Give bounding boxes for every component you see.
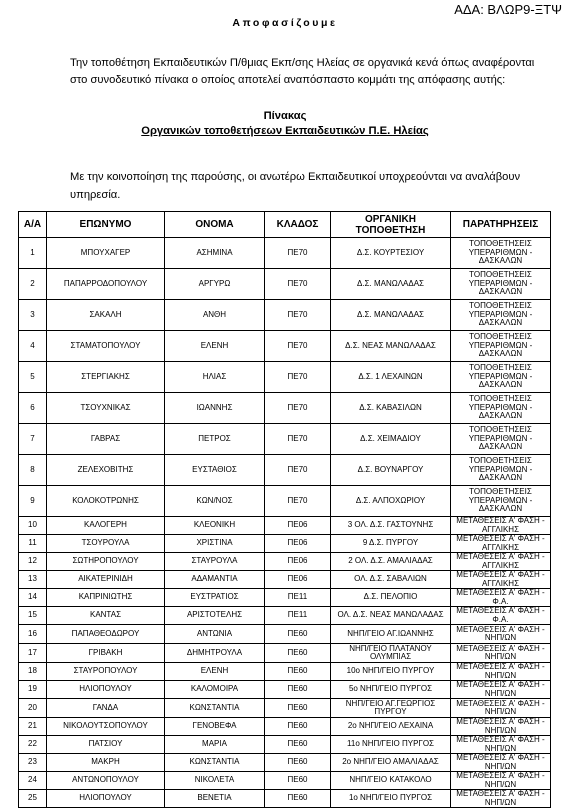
table-row: [19, 607, 551, 625]
table-row: [19, 269, 551, 300]
cell-aa: 18: [19, 663, 47, 681]
table-row: [19, 644, 551, 663]
cell-name: ΗΛΙΑΣ: [165, 362, 265, 393]
cell-surname: ΠΑΤΣΙΟΥ: [47, 736, 165, 754]
cell-remarks: ΜΕΤΑΘΕΣΕΙΣ Α' ΦΑΣΗ - ΑΓΓΛΙΚΗΣ: [451, 553, 551, 571]
cell-remarks: ΤΟΠΟΘΕΤΗΣΕΙΣ ΥΠΕΡΑΡΙΘΜΩΝ - ΔΑΣΚΑΛΩΝ: [451, 269, 551, 300]
cell-branch: ΠΕ11: [265, 607, 331, 625]
table-row: [19, 517, 551, 535]
cell-aa: 11: [19, 535, 47, 553]
header-name: ΟΝΟΜΑ: [165, 212, 265, 238]
cell-branch: ΠΕ70: [265, 424, 331, 455]
cell-aa: 16: [19, 625, 47, 644]
cell-surname: ΑΙΚΑΤΕΡΙΝΙΔΗ: [47, 571, 165, 589]
cell-branch: ΠΕ60: [265, 790, 331, 808]
cell-surname: ΚΟΛΟΚΟΤΡΩΝΗΣ: [47, 486, 165, 517]
cell-placement: Δ.Σ. ΜΑΝΩΛΑΔΑΣ: [331, 300, 451, 331]
table-header-row: [19, 212, 551, 238]
cell-aa: 21: [19, 718, 47, 736]
notice-line-2: υπηρεσία.: [70, 189, 121, 201]
cell-surname: ΓΡΙΒΑΚΗ: [47, 644, 165, 663]
cell-branch: ΠΕ60: [265, 644, 331, 663]
header-branch: ΚΛΑΔΟΣ: [265, 212, 331, 238]
cell-placement: Δ.Σ. ΧΕΙΜΑΔΙΟΥ: [331, 424, 451, 455]
cell-surname: ΑΝΤΩΝΟΠΟΥΛΟΥ: [47, 772, 165, 790]
cell-branch: ΠΕ60: [265, 718, 331, 736]
header-surname: ΕΠΩΝΥΜΟ: [47, 212, 165, 238]
cell-name: ΑΝΘΗ: [165, 300, 265, 331]
cell-name: ΠΕΤΡΟΣ: [165, 424, 265, 455]
cell-name: ΜΑΡΙΑ: [165, 736, 265, 754]
cell-surname: ΜΑΚΡΗ: [47, 754, 165, 772]
cell-aa: 2: [19, 269, 47, 300]
table-row: [19, 486, 551, 517]
cell-placement: 10ο ΝΗΠ/ΓΕΙΟ ΠΥΡΓΟΥ: [331, 663, 451, 681]
cell-name: ΕΥΣΤΡΑΤΙΟΣ: [165, 589, 265, 607]
cell-remarks: ΜΕΤΑΘΕΣΕΙΣ Α' ΦΑΣΗ - ΝΗΠ/ΩΝ: [451, 736, 551, 754]
cell-placement: Δ.Σ. ΚΑΒΑΣΙΛΩΝ: [331, 393, 451, 424]
cell-name: ΚΩΝΣΤΑΝΤΙΑ: [165, 754, 265, 772]
table-row: [19, 736, 551, 754]
cell-name: ΒΕΝΕΤΙΑ: [165, 790, 265, 808]
cell-aa: 12: [19, 553, 47, 571]
cell-placement: 2 ΟΛ. Δ.Σ. ΑΜΑΛΙΑΔΑΣ: [331, 553, 451, 571]
cell-name: ΑΡΙΣΤΟΤΕΛΗΣ: [165, 607, 265, 625]
table-row: [19, 362, 551, 393]
cell-surname: ΤΣΟΥΡΟΥΛΑ: [47, 535, 165, 553]
cell-name: ΑΡΓΥΡΩ: [165, 269, 265, 300]
cell-remarks: ΜΕΤΑΘΕΣΕΙΣ Α' ΦΑΣΗ - ΝΗΠ/ΩΝ: [451, 790, 551, 808]
cell-name: ΝΙΚΟΛΕΤΑ: [165, 772, 265, 790]
notice-line-1: Με την κοινοποίηση της παρούσης, οι ανωτέρω Εκπαιδευτικοί υποχρεούνται να αναλάβουν: [70, 171, 521, 183]
cell-branch: ΠΕ60: [265, 663, 331, 681]
cell-name: ΓΕΝΟΒΕΦΑ: [165, 718, 265, 736]
cell-branch: ΠΕ60: [265, 625, 331, 644]
cell-remarks: ΜΕΤΑΘΕΣΕΙΣ Α' ΦΑΣΗ - ΝΗΠ/ΩΝ: [451, 663, 551, 681]
cell-remarks: ΜΕΤΑΘΕΣΕΙΣ Α' ΦΑΣΗ - ΝΗΠ/ΩΝ: [451, 718, 551, 736]
table-row: [19, 625, 551, 644]
cell-remarks: ΜΕΤΑΘΕΣΕΙΣ Α' ΦΑΣΗ - Φ.Α.: [451, 607, 551, 625]
cell-branch: ΠΕ06: [265, 571, 331, 589]
table-title: Πίνακας: [263, 110, 307, 122]
table-row: [19, 238, 551, 269]
cell-remarks: ΜΕΤΑΘΕΣΕΙΣ Α' ΦΑΣΗ - ΝΗΠ/ΩΝ: [451, 754, 551, 772]
cell-remarks: ΤΟΠΟΘΕΤΗΣΕΙΣ ΥΠΕΡΑΡΙΘΜΩΝ - ΔΑΣΚΑΛΩΝ: [451, 300, 551, 331]
table-row: [19, 571, 551, 589]
decision-text: [70, 55, 540, 89]
notice-text: [70, 168, 540, 204]
cell-placement: Δ.Σ. ΑΛΠΟΧΩΡΙΟΥ: [331, 486, 451, 517]
cell-name: ΚΩΝ/ΝΟΣ: [165, 486, 265, 517]
cell-aa: 17: [19, 644, 47, 663]
cell-placement: ΝΗΠ/ΓΕΙΟ ΠΛΑΤΑΝΟΥ ΟΛΥΜΠΙΑΣ: [331, 644, 451, 663]
cell-surname: ΣΑΚΑΛΗ: [47, 300, 165, 331]
ada-code: ΑΔΑ: ΒΛΩΡ9-ΞΤΨ: [454, 2, 562, 17]
cell-placement: Δ.Σ. 1 ΛΕΧΑΙΝΩΝ: [331, 362, 451, 393]
table-row: [19, 663, 551, 681]
table-row: [19, 681, 551, 699]
cell-aa: 13: [19, 571, 47, 589]
cell-surname: ΖΕΛΕΧΟΒΙΤΗΣ: [47, 455, 165, 486]
table-row: [19, 331, 551, 362]
header-aa: Α/Α: [19, 212, 47, 238]
cell-branch: ΠΕ06: [265, 517, 331, 535]
cell-branch: ΠΕ60: [265, 772, 331, 790]
cell-name: ΑΝΤΩΝΙΑ: [165, 625, 265, 644]
cell-name: ΚΩΝΣΤΑΝΤΙΑ: [165, 699, 265, 718]
cell-placement: 5ο ΝΗΠ/ΓΕΙΟ ΠΥΡΓΟΣ: [331, 681, 451, 699]
cell-surname: ΣΤΕΡΓΙΑΚΗΣ: [47, 362, 165, 393]
cell-branch: ΠΕ70: [265, 331, 331, 362]
cell-aa: 10: [19, 517, 47, 535]
table-row: [19, 589, 551, 607]
table-body: [19, 238, 551, 808]
cell-name: ΕΛΕΝΗ: [165, 663, 265, 681]
cell-name: ΑΔΑΜΑΝΤΙΑ: [165, 571, 265, 589]
cell-aa: 4: [19, 331, 47, 362]
cell-placement: Δ.Σ. ΚΟΥΡΤΕΣΙΟΥ: [331, 238, 451, 269]
cell-remarks: ΜΕΤΑΘΕΣΕΙΣ Α' ΦΑΣΗ - Φ.Α.: [451, 589, 551, 607]
cell-aa: 7: [19, 424, 47, 455]
cell-remarks: ΜΕΤΑΘΕΣΕΙΣ Α' ΦΑΣΗ - ΑΓΓΛΙΚΗΣ: [451, 517, 551, 535]
cell-branch: ΠΕ60: [265, 736, 331, 754]
cell-remarks: ΤΟΠΟΘΕΤΗΣΕΙΣ ΥΠΕΡΑΡΙΘΜΩΝ - ΔΑΣΚΑΛΩΝ: [451, 362, 551, 393]
cell-placement: Δ.Σ. ΜΑΝΩΛΑΔΑΣ: [331, 269, 451, 300]
table-row: [19, 790, 551, 808]
cell-branch: ΠΕ06: [265, 553, 331, 571]
cell-branch: ΠΕ70: [265, 269, 331, 300]
cell-branch: ΠΕ60: [265, 681, 331, 699]
cell-aa: 5: [19, 362, 47, 393]
table-row: [19, 699, 551, 718]
cell-remarks: ΤΟΠΟΘΕΤΗΣΕΙΣ ΥΠΕΡΑΡΙΘΜΩΝ - ΔΑΣΚΑΛΩΝ: [451, 393, 551, 424]
cell-remarks: ΤΟΠΟΘΕΤΗΣΕΙΣ ΥΠΕΡΑΡΙΘΜΩΝ - ΔΑΣΚΑΛΩΝ: [451, 455, 551, 486]
cell-placement: Δ.Σ. ΒΟΥΝΑΡΓΟΥ: [331, 455, 451, 486]
cell-branch: ΠΕ70: [265, 486, 331, 517]
cell-surname: ΗΛΙΟΠΟΥΛΟΥ: [47, 790, 165, 808]
cell-name: ΚΑΛΟΜΟΙΡΑ: [165, 681, 265, 699]
table-row: [19, 535, 551, 553]
header-placement: ΟΡΓΑΝΙΚΗ ΤΟΠΟΘΕΤΗΣΗ: [331, 212, 451, 238]
cell-aa: 15: [19, 607, 47, 625]
cell-name: ΑΣΗΜΙΝΑ: [165, 238, 265, 269]
cell-aa: 1: [19, 238, 47, 269]
cell-surname: ΗΛΙΟΠΟΥΛΟΥ: [47, 681, 165, 699]
cell-surname: ΓΑΒΡΑΣ: [47, 424, 165, 455]
cell-aa: 9: [19, 486, 47, 517]
cell-name: ΣΤΑΥΡΟΥΛΑ: [165, 553, 265, 571]
cell-surname: ΠΑΠΑΘΕΟΔΩΡΟΥ: [47, 625, 165, 644]
cell-surname: ΜΠΟΥΧΑΓΕΡ: [47, 238, 165, 269]
cell-name: ΚΛΕΟΝΙΚΗ: [165, 517, 265, 535]
cell-name: ΕΥΣΤΑΘΙΟΣ: [165, 455, 265, 486]
cell-branch: ΠΕ60: [265, 754, 331, 772]
cell-remarks: ΤΟΠΟΘΕΤΗΣΕΙΣ ΥΠΕΡΑΡΙΘΜΩΝ - ΔΑΣΚΑΛΩΝ: [451, 424, 551, 455]
table-row: [19, 455, 551, 486]
cell-branch: ΠΕ70: [265, 455, 331, 486]
table-row: [19, 772, 551, 790]
cell-surname: ΚΑΝΤΑΣ: [47, 607, 165, 625]
cell-aa: 6: [19, 393, 47, 424]
cell-surname: ΤΣΟΥΧΝΙΚΑΣ: [47, 393, 165, 424]
cell-branch: ΠΕ11: [265, 589, 331, 607]
cell-surname: ΣΤΑΜΑΤΟΠΟΥΛΟΥ: [47, 331, 165, 362]
cell-remarks: ΤΟΠΟΘΕΤΗΣΕΙΣ ΥΠΕΡΑΡΙΘΜΩΝ - ΔΑΣΚΑΛΩΝ: [451, 331, 551, 362]
cell-surname: ΚΑΛΟΓΕΡΗ: [47, 517, 165, 535]
cell-placement: 9 Δ.Σ. ΠΥΡΓΟΥ: [331, 535, 451, 553]
header-remarks: ΠΑΡΑΤΗΡΗΣΕΙΣ: [451, 212, 551, 238]
cell-aa: 20: [19, 699, 47, 718]
cell-placement: ΟΛ. Δ.Σ. ΝΕΑΣ ΜΑΝΩΛΑΔΑΣ: [331, 607, 451, 625]
cell-branch: ΠΕ70: [265, 362, 331, 393]
cell-remarks: ΜΕΤΑΘΕΣΕΙΣ Α' ΦΑΣΗ - ΝΗΠ/ΩΝ: [451, 625, 551, 644]
cell-surname: ΣΤΑΥΡΟΠΟΥΛΟΥ: [47, 663, 165, 681]
cell-aa: 8: [19, 455, 47, 486]
table-row: [19, 754, 551, 772]
cell-placement: Δ.Σ. ΝΕΑΣ ΜΑΝΩΛΑΔΑΣ: [331, 331, 451, 362]
table-subtitle: Οργανικών τοποθετήσεων Εκπαιδευτικών Π.Ε. Ηλείας: [141, 125, 429, 137]
cell-remarks: ΜΕΤΑΘΕΣΕΙΣ Α' ΦΑΣΗ - ΝΗΠ/ΩΝ: [451, 772, 551, 790]
cell-branch: ΠΕ06: [265, 535, 331, 553]
decision-line-1: Την τοποθέτηση Εκπαιδευτικών Π/θμιας Εκπ/σης Ηλείας σε οργανικά κενά όπως αναφέρονται: [70, 57, 535, 69]
table-row: [19, 300, 551, 331]
cell-remarks: ΤΟΠΟΘΕΤΗΣΕΙΣ ΥΠΕΡΑΡΙΘΜΩΝ - ΔΑΣΚΑΛΩΝ: [451, 486, 551, 517]
cell-surname: ΝΙΚΟΛΟΥΤΣΟΠΟΥΛΟΥ: [47, 718, 165, 736]
table-row: [19, 553, 551, 571]
cell-placement: ΝΗΠ/ΓΕΙΟ ΑΓ.ΓΕΩΡΓΙΟΣ ΠΥΡΓΟΥ: [331, 699, 451, 718]
cell-remarks: ΜΕΤΑΘΕΣΕΙΣ Α' ΦΑΣΗ - ΝΗΠ/ΩΝ: [451, 699, 551, 718]
cell-aa: 14: [19, 589, 47, 607]
placements-table: [18, 211, 551, 808]
cell-name: ΧΡΙΣΤΙΝΑ: [165, 535, 265, 553]
cell-placement: ΝΗΠ/ΓΕΙΟ ΑΓ.ΙΩΑΝΝΗΣ: [331, 625, 451, 644]
cell-branch: ΠΕ70: [265, 300, 331, 331]
cell-placement: Δ.Σ. ΠΕΛΟΠΙΟ: [331, 589, 451, 607]
cell-placement: 11ο ΝΗΠ/ΓΕΙΟ ΠΥΡΓΟΣ: [331, 736, 451, 754]
cell-surname: ΣΩΤΗΡΟΠΟΥΛΟΥ: [47, 553, 165, 571]
cell-surname: ΚΑΠΡΙΝΙΩΤΗΣ: [47, 589, 165, 607]
cell-aa: 3: [19, 300, 47, 331]
cell-name: ΙΩΑΝΝΗΣ: [165, 393, 265, 424]
cell-aa: 19: [19, 681, 47, 699]
cell-placement: 3 ΟΛ. Δ.Σ. ΓΑΣΤΟΥΝΗΣ: [331, 517, 451, 535]
cell-branch: ΠΕ70: [265, 238, 331, 269]
cell-branch: ΠΕ60: [265, 699, 331, 718]
table-row: [19, 424, 551, 455]
cell-remarks: ΜΕΤΑΘΕΣΕΙΣ Α' ΦΑΣΗ - ΝΗΠ/ΩΝ: [451, 644, 551, 663]
cell-remarks: ΤΟΠΟΘΕΤΗΣΕΙΣ ΥΠΕΡΑΡΙΘΜΩΝ - ΔΑΣΚΑΛΩΝ: [451, 238, 551, 269]
table-row: [19, 393, 551, 424]
cell-remarks: ΜΕΤΑΘΕΣΕΙΣ Α' ΦΑΣΗ - ΑΓΓΛΙΚΗΣ: [451, 571, 551, 589]
cell-placement: ΟΛ. Δ.Σ. ΣΑΒΑΛΙΩΝ: [331, 571, 451, 589]
cell-placement: ΝΗΠ/ΓΕΙΟ ΚΑΤΑΚΟΛΟ: [331, 772, 451, 790]
cell-surname: ΓΑΝΔΑ: [47, 699, 165, 718]
cell-remarks: ΜΕΤΑΘΕΣΕΙΣ Α' ΦΑΣΗ - ΝΗΠ/ΩΝ: [451, 681, 551, 699]
cell-name: ΔΗΜΗΤΡΟΥΛΑ: [165, 644, 265, 663]
table-row: [19, 718, 551, 736]
cell-placement: 2ο ΝΗΠ/ΓΕΙΟ ΛΕΧΑΙΝΑ: [331, 718, 451, 736]
cell-aa: 24: [19, 772, 47, 790]
cell-surname: ΠΑΠΑΡΡΟΔΟΠΟΥΛΟΥ: [47, 269, 165, 300]
decision-heading: Αποφασίζουμε: [232, 17, 338, 29]
cell-aa: 23: [19, 754, 47, 772]
cell-name: ΕΛΕΝΗ: [165, 331, 265, 362]
decision-line-2: στο συνοδευτικό πίνακα ο οποίος αποτελεί αναπόσπαστο κομμάτι της απόφασης αυτής:: [70, 74, 506, 86]
cell-placement: 2ο ΝΗΠ/ΓΕΙΟ ΑΜΑΛΙΑΔΑΣ: [331, 754, 451, 772]
cell-placement: 1ο ΝΗΠ/ΓΕΙΟ ΠΥΡΓΟΣ: [331, 790, 451, 808]
cell-aa: 22: [19, 736, 47, 754]
cell-remarks: ΜΕΤΑΘΕΣΕΙΣ Α' ΦΑΣΗ - ΑΓΓΛΙΚΗΣ: [451, 535, 551, 553]
cell-aa: 25: [19, 790, 47, 808]
cell-branch: ΠΕ70: [265, 393, 331, 424]
